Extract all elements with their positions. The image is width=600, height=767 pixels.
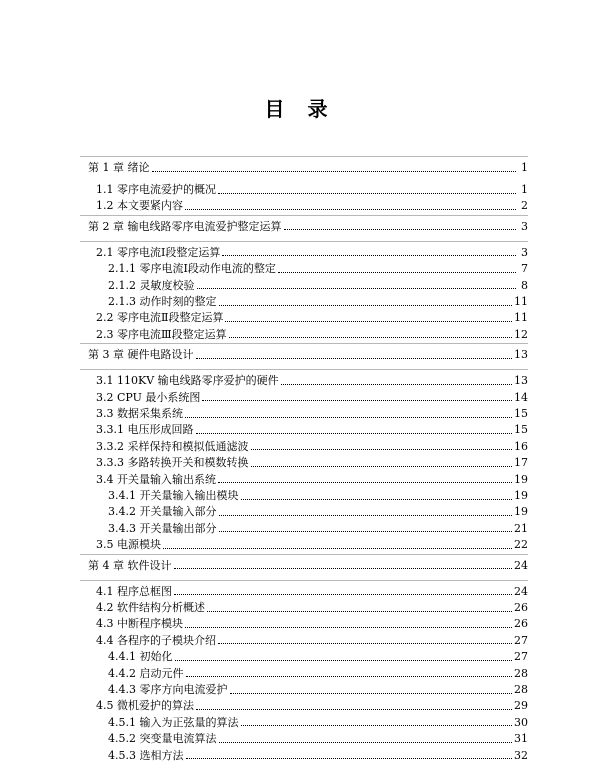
toc-entry[interactable]	[96, 197, 528, 215]
toc-entry-label: 4.5.1 输入为正弦量的算法	[108, 715, 239, 729]
toc-entry-page-number: 19	[514, 505, 528, 519]
toc-entry[interactable]	[108, 665, 528, 683]
toc-entry-label: 第 1 章 绪论	[88, 161, 150, 174]
dot-leader	[222, 255, 516, 256]
toc-entry-label: 4.1 程序总框图	[96, 584, 172, 598]
toc-entry-page-number: 22	[514, 538, 528, 552]
toc-entry[interactable]	[96, 697, 528, 715]
dot-leader	[186, 676, 513, 677]
dot-leader	[185, 209, 516, 210]
dot-leader	[278, 272, 516, 273]
section-divider	[80, 156, 528, 157]
toc-entry[interactable]	[96, 471, 528, 489]
dot-leader	[207, 611, 512, 612]
dot-leader	[281, 384, 512, 385]
toc-entry[interactable]	[96, 599, 528, 617]
toc-entry-label: 2.3 零序电流Ⅲ段整定运算	[96, 327, 227, 341]
toc-entry-label: 4.4.1 初始化	[108, 650, 173, 664]
dot-leader	[218, 643, 512, 644]
toc-entry-label: 3.3.1 电压形成回路	[96, 423, 194, 437]
dot-leader	[185, 417, 512, 418]
toc-entry-page-number: 1	[521, 161, 528, 174]
dot-leader	[174, 594, 512, 595]
dot-leader	[251, 449, 513, 450]
dot-leader	[202, 400, 512, 401]
dot-leader	[185, 627, 512, 628]
toc-entry[interactable]	[108, 277, 528, 295]
toc-entry-page-number: 27	[514, 650, 528, 664]
dot-leader	[225, 321, 512, 322]
toc-entry[interactable]	[96, 389, 528, 407]
toc-entry[interactable]	[96, 583, 528, 601]
section-divider	[80, 554, 528, 555]
toc-entry-label: 4.5 微机爱护的算法	[96, 699, 194, 713]
dot-leader	[219, 531, 513, 532]
dot-leader	[196, 433, 513, 434]
toc-entry-label: 4.4.2 启动元件	[108, 666, 184, 680]
toc-entry-page-number: 1	[521, 183, 528, 196]
toc-entry-page-number: 26	[514, 601, 528, 614]
toc-entry-page-number: 13	[514, 374, 528, 388]
toc-entry-page-number: 3	[521, 219, 528, 233]
toc-entry-page-number: 28	[514, 683, 528, 696]
toc-entry[interactable]	[96, 309, 528, 327]
toc-entry-label: 3.3.3 多路转换开关和模数转换	[96, 456, 249, 470]
dot-leader	[219, 515, 513, 516]
toc-entry-page-number: 27	[514, 633, 528, 647]
toc-entry[interactable]	[108, 487, 528, 505]
dot-leader	[219, 742, 513, 743]
dot-leader	[219, 305, 513, 306]
toc-entry-page-number: 16	[514, 439, 528, 453]
toc-entry-page-number: 17	[514, 456, 528, 470]
toc-entry-page-number: 21	[514, 521, 528, 535]
toc-entry-label: 2.1.3 动作时刻的整定	[108, 295, 217, 308]
toc-entry-label: 4.3 中断程序模块	[96, 617, 183, 631]
toc-entry[interactable]	[96, 405, 528, 423]
toc-entry-label: 4.2 软件结构分析概述	[96, 601, 205, 614]
toc-chapter-entry[interactable]	[88, 218, 528, 236]
toc-entry[interactable]	[96, 421, 528, 439]
toc-entry-label: 1.2 本文要紧内容	[96, 199, 183, 213]
toc-entry-label: 3.3.2 采样保持和模拟低通滤波	[96, 439, 249, 453]
toc-entry-page-number: 19	[514, 472, 528, 486]
toc-entry[interactable]	[96, 632, 528, 650]
toc-entry-page-number: 2	[521, 199, 528, 213]
section-divider	[80, 241, 528, 242]
dot-leader	[229, 337, 512, 338]
dot-leader	[163, 548, 512, 549]
toc-entry[interactable]	[108, 648, 528, 666]
toc-entry[interactable]	[96, 536, 528, 554]
toc-entry[interactable]	[108, 730, 528, 748]
toc-entry-label: 4.4.3 零序方向电流爱护	[108, 683, 228, 696]
toc-entry-label: 3.2 CPU 最小系统图	[96, 390, 201, 404]
toc-entry-page-number: 32	[514, 748, 528, 762]
dot-leader	[197, 288, 517, 289]
toc-entry-page-number: 15	[514, 423, 528, 437]
toc-entry-label: 3.5 电源模块	[96, 538, 161, 552]
toc-entry-label: 2.1.2 灵敏度校验	[108, 278, 195, 292]
toc-entry-label: 3.4 开关量输入输出系统	[96, 472, 216, 486]
toc-entry-label: 3.4.2 开关量输入部分	[108, 505, 217, 519]
section-divider	[80, 580, 528, 581]
toc-entry-label: 1.1 零序电流爱护的概况	[96, 183, 216, 196]
toc-entry-label: 第 4 章 软件设计	[88, 558, 172, 572]
dot-leader	[186, 758, 513, 759]
toc-entry-page-number: 12	[514, 327, 528, 341]
toc-entry[interactable]	[108, 260, 528, 278]
toc-entry-page-number: 29	[514, 699, 528, 713]
toc-entry-page-number: 24	[514, 584, 528, 598]
toc-entry-page-number: 11	[514, 295, 528, 308]
page-title: 目 录	[264, 97, 336, 121]
toc-entry[interactable]	[108, 681, 528, 699]
toc-chapter-entry[interactable]	[88, 346, 528, 364]
dot-leader	[241, 725, 513, 726]
dot-leader	[284, 229, 517, 230]
toc-entry[interactable]	[96, 181, 528, 199]
toc-entry-label: 3.4.1 开关量输入输出模块	[108, 489, 239, 502]
toc-entry-page-number: 11	[514, 311, 528, 325]
dot-leader	[241, 499, 513, 500]
toc-entry-page-number: 24	[514, 558, 528, 572]
toc-entry-page-number: 28	[514, 666, 528, 680]
toc-entry-page-number: 13	[514, 348, 528, 362]
section-divider	[80, 215, 528, 216]
toc-entry-label: 3.3 数据采集系统	[96, 407, 183, 420]
toc-entry[interactable]	[96, 326, 528, 344]
toc-entry-page-number: 26	[514, 617, 528, 631]
toc-entry-label: 第 2 章 输电线路零序电流爱护整定运算	[88, 219, 282, 233]
toc-entry-label: 2.2 零序电流Ⅱ段整定运算	[96, 311, 224, 325]
dot-leader	[175, 660, 513, 661]
toc-entry-page-number: 31	[514, 732, 528, 746]
toc-entry-page-number: 19	[514, 489, 528, 502]
toc-entry[interactable]	[96, 615, 528, 633]
toc-entry-page-number: 15	[514, 407, 528, 420]
toc-entry[interactable]	[96, 438, 528, 456]
toc-entry[interactable]	[108, 747, 528, 765]
toc-entry-label: 4.5.2 突变量电流算法	[108, 732, 217, 746]
toc-chapter-entry[interactable]	[88, 159, 528, 177]
toc-entry[interactable]	[108, 293, 528, 311]
toc-entry-page-number: 7	[521, 262, 528, 276]
dot-leader	[152, 171, 517, 172]
toc-entry[interactable]	[108, 714, 528, 732]
toc-entry-label: 2.1 零序电流Ⅰ段整定运算	[96, 245, 221, 259]
dot-leader	[218, 482, 512, 483]
toc-entry-label: 3.1 110KV 输电线路零序爱护的硬件	[96, 374, 279, 388]
toc-entry[interactable]	[96, 454, 528, 472]
dot-leader	[174, 568, 513, 569]
toc-entry-label: 3.4.3 开关量输出部分	[108, 521, 217, 535]
toc-entry-page-number: 8	[521, 278, 528, 292]
toc-entry-page-number: 30	[514, 715, 528, 729]
toc-entry[interactable]	[96, 244, 528, 262]
dot-leader	[196, 709, 512, 710]
toc-entry-label: 2.1.1 零序电流Ⅰ段动作电流的整定	[108, 262, 276, 276]
section-divider	[80, 343, 528, 344]
toc-entry-label: 4.4 各程序的子模块介绍	[96, 633, 216, 647]
toc-entry-page-number: 3	[521, 245, 528, 259]
toc-entry-label: 4.5.3 选相方法	[108, 748, 184, 762]
toc-entry[interactable]	[108, 503, 528, 521]
toc-entry-label: 第 3 章 硬件电路设计	[88, 348, 194, 362]
dot-leader	[218, 193, 516, 194]
dot-leader	[251, 466, 513, 467]
toc-entry[interactable]	[96, 372, 528, 390]
toc-entry[interactable]	[108, 520, 528, 538]
toc-entry-page-number: 14	[514, 390, 528, 404]
toc-chapter-entry[interactable]	[88, 557, 528, 575]
dot-leader	[196, 358, 513, 359]
section-divider	[80, 369, 528, 370]
dot-leader	[230, 693, 513, 694]
